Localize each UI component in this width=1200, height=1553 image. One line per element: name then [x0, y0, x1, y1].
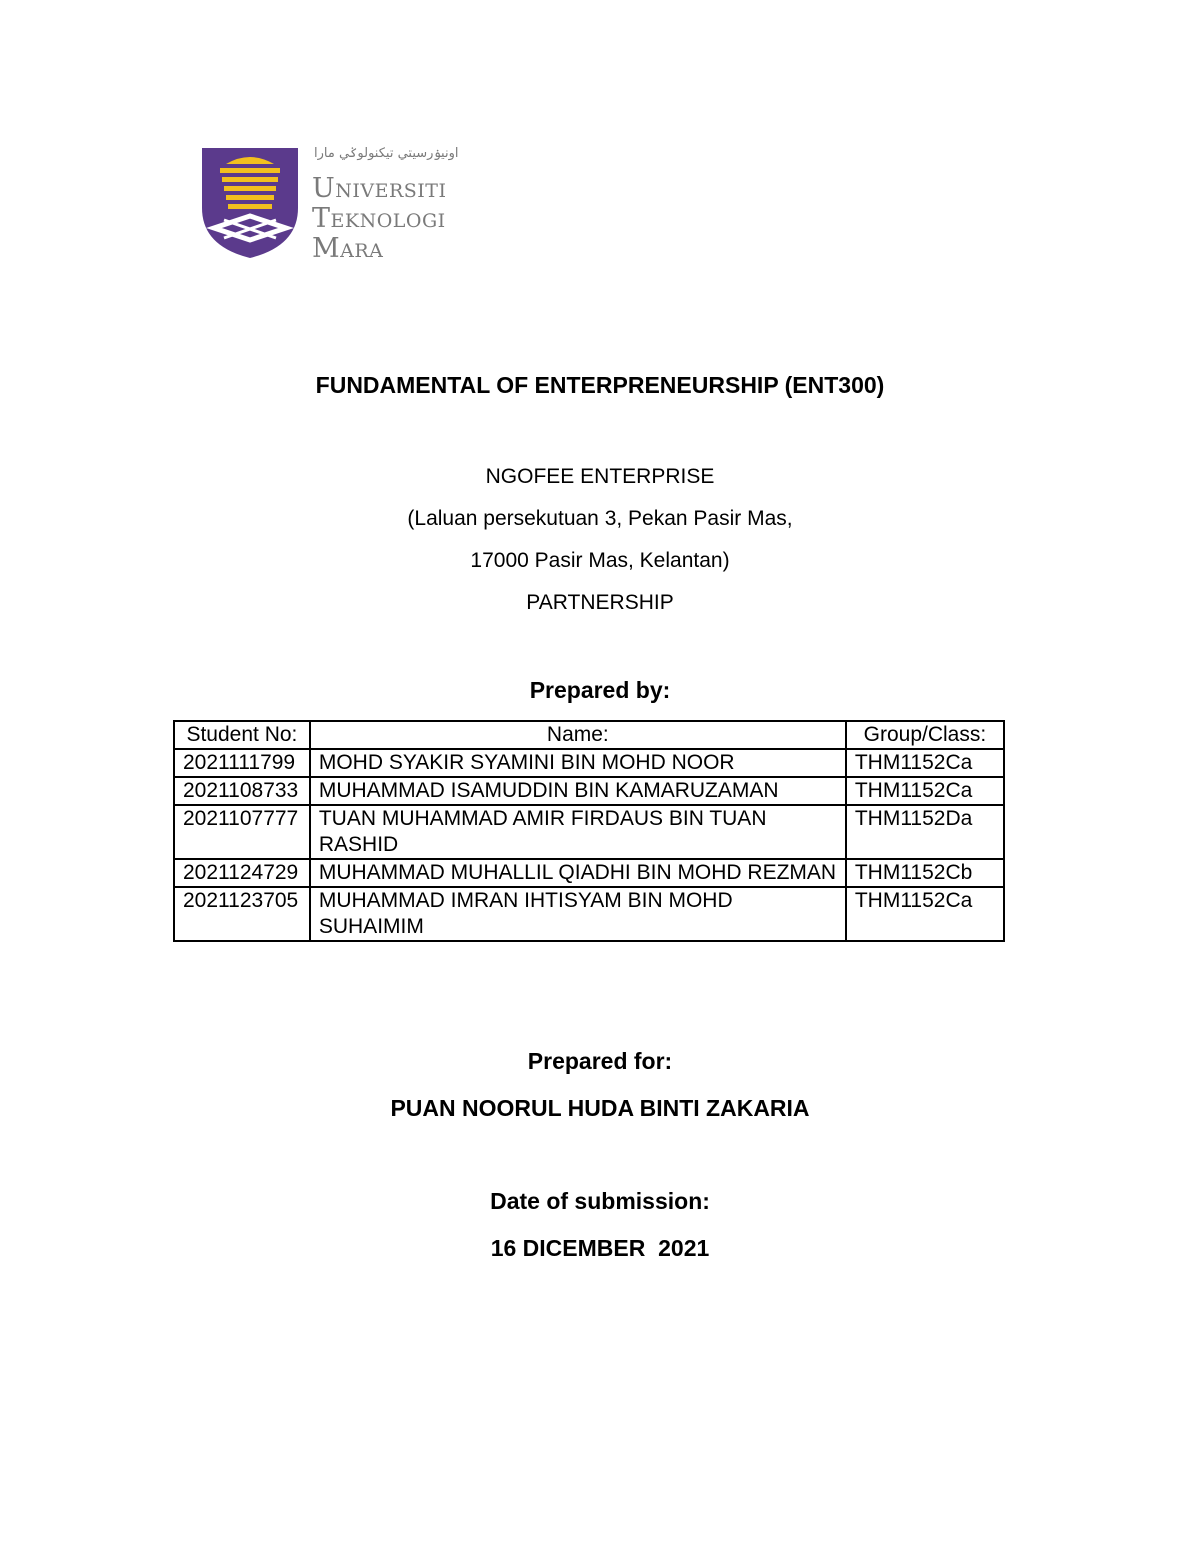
- prepared-by-label: Prepared by:: [529, 677, 671, 703]
- header-name: Name:: [310, 721, 846, 749]
- prepared-for-name: PUAN NOORUL HUDA BINTI ZAKARIA: [390, 1095, 810, 1121]
- university-logo: [200, 140, 480, 265]
- student-name-cell: TUAN MUHAMMAD AMIR FIRDAUS BIN TUAN RASHID: [310, 805, 846, 859]
- members-table: [173, 720, 1005, 942]
- student-no-cell: 2021111799: [174, 749, 310, 777]
- header-group-class: Group/Class:: [846, 721, 1004, 749]
- group-class-cell: THM1152Ca: [846, 749, 1004, 777]
- header-student-no: Student No:: [174, 721, 310, 749]
- company-name: NGOFEE ENTERPRISE: [485, 465, 715, 488]
- student-name-cell: MUHAMMAD IMRAN IHTISYAM BIN MOHD SUHAIMIM: [310, 887, 846, 941]
- shield-emblem-icon: [200, 146, 300, 260]
- student-name-cell: MUHAMMAD ISAMUDDIN BIN KAMARUZAMAN: [310, 777, 846, 805]
- table-row: [174, 859, 1004, 887]
- logo-line-teknologi: Teknologi: [312, 203, 446, 234]
- student-no-cell: 2021107777: [174, 805, 310, 859]
- table-row: [174, 887, 1004, 941]
- prepared-for-label: Prepared for:: [527, 1048, 673, 1074]
- table-row: [174, 777, 1004, 805]
- submission-date: 16 DICEMBER 2021: [490, 1235, 710, 1261]
- logo-line-mara: Mara: [312, 233, 384, 264]
- student-no-cell: 2021123705: [174, 887, 310, 941]
- logo-jawi-text: اونيۏرسيتي تيكنولوݢي مارا: [314, 146, 459, 161]
- student-name-cell: MOHD SYAKIR SYAMINI BIN MOHD NOOR: [310, 749, 846, 777]
- company-address-line2: 17000 Pasir Mas, Kelantan): [470, 549, 730, 572]
- group-class-cell: THM1152Ca: [846, 777, 1004, 805]
- company-type: PARTNERSHIP: [526, 591, 674, 614]
- student-name-cell: MUHAMMAD MUHALLIL QIADHI BIN MOHD REZMAN: [310, 859, 846, 887]
- logo-wordmark: [312, 174, 446, 264]
- submission-label: Date of submission:: [490, 1188, 710, 1214]
- table-header-row: [174, 721, 1004, 749]
- group-class-cell: THM1152Cb: [846, 859, 1004, 887]
- course-title: FUNDAMENTAL OF ENTERPRENEURSHIP (ENT300): [315, 372, 885, 398]
- table-row: [174, 805, 1004, 859]
- logo-line-universiti: Universiti: [312, 173, 447, 204]
- group-class-cell: THM1152Ca: [846, 887, 1004, 941]
- group-class-cell: THM1152Da: [846, 805, 1004, 859]
- company-address-line1: (Laluan persekutuan 3, Pekan Pasir Mas,: [407, 507, 793, 530]
- table-row: [174, 749, 1004, 777]
- student-no-cell: 2021108733: [174, 777, 310, 805]
- student-no-cell: 2021124729: [174, 859, 310, 887]
